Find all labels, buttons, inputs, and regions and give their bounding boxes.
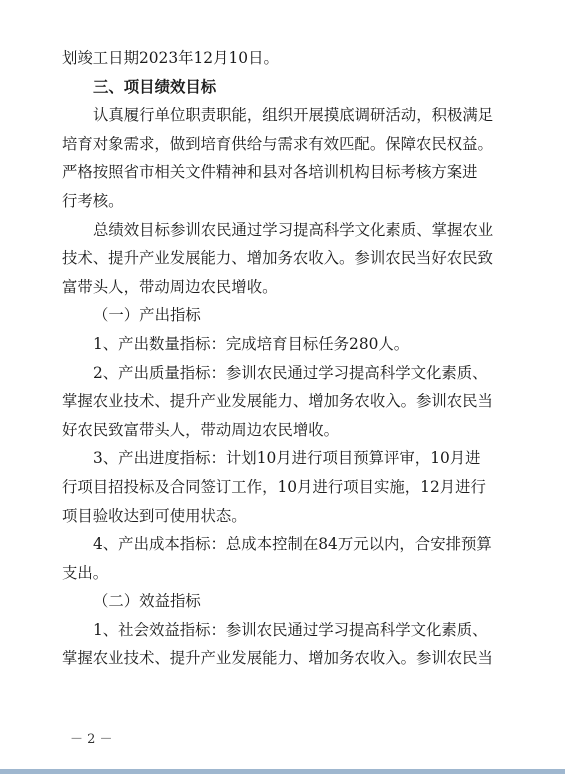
subheading-output-indicators: （一）产出指标 xyxy=(93,306,201,325)
body-line: 富带头人，带动周边农民增收。 xyxy=(62,277,278,296)
body-line: 行考核。 xyxy=(62,191,124,210)
body-line: 培育对象需求，做到培育供给与需求有效匹配。保障农民权益。 xyxy=(62,134,493,153)
body-line: 1、社会效益指标：参训农民通过学习提高科学文化素质、 xyxy=(93,620,488,639)
section-heading-performance-goals: 三、项目绩效目标 xyxy=(93,77,217,96)
body-line: 总绩效目标参训农民通过学习提高科学文化素质、掌握农业 xyxy=(93,220,494,239)
body-line: 好农民致富带头人，带动周边农民增收。 xyxy=(62,420,340,439)
body-line: 掌握农业技术、提升产业发展能力、增加务农收入。参训农民当 xyxy=(62,649,493,668)
body-line: 技术、提升产业发展能力、增加务农收入。参训农民当好农民致 xyxy=(62,249,493,268)
body-line: 2、产出质量指标：参训农民通过学习提高科学文化素质、 xyxy=(93,363,488,382)
bottom-border xyxy=(0,769,565,774)
body-line: 支出。 xyxy=(62,563,109,582)
subheading-benefit-indicators: （二）效益指标 xyxy=(93,592,201,611)
body-line: 3、产出进度指标：计划10月进行项目预算评审，10月进 xyxy=(93,449,481,468)
body-line: 掌握农业技术、提升产业发展能力、增加务农收入。参训农民当 xyxy=(62,392,493,411)
body-line: 4、产出成本指标：总成本控制在84万元以内，合安排预算 xyxy=(93,535,492,554)
body-line: 认真履行单位职责职能，组织开展摸底调研活动，积极满足 xyxy=(93,106,494,125)
body-line: 1、产出数量指标：完成培育目标任务280人。 xyxy=(93,334,410,353)
body-line: 行项目招投标及合同签订工作，10月进行项目实施，12月进行 xyxy=(62,477,486,496)
body-line: 项目验收达到可使用状态。 xyxy=(62,506,247,525)
page-number: － 2 － xyxy=(70,732,113,747)
body-line: 划竣工日期2023年12月10日。 xyxy=(62,49,279,67)
body-line: 严格按照省市相关文件精神和县对各培训机构目标考核方案进 xyxy=(62,163,478,182)
